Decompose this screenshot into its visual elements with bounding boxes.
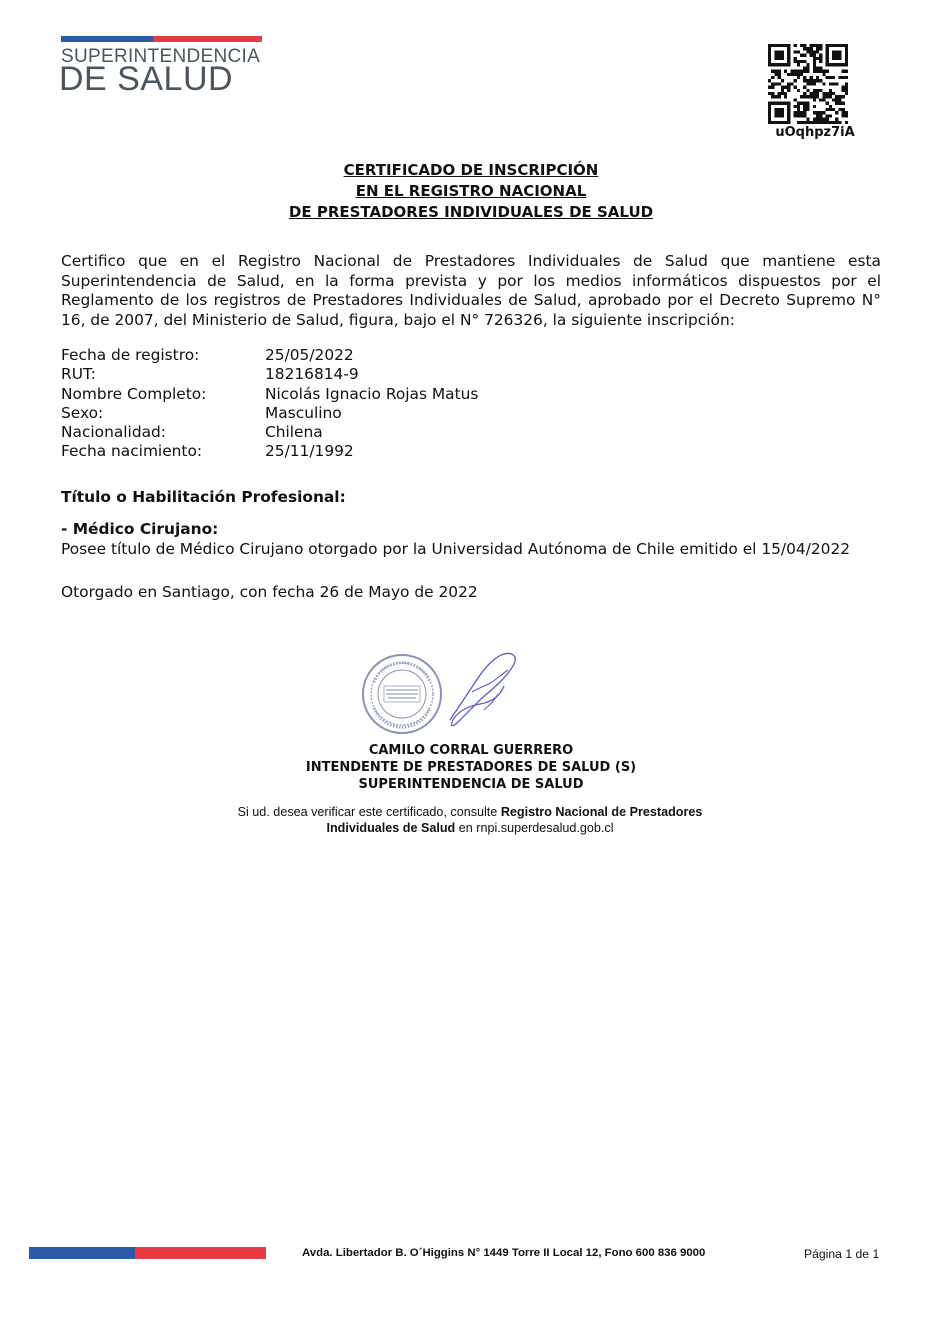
verification-note — [150, 804, 790, 836]
granted-statement: Otorgado en Santiago, con fecha 26 de Mayo de 2022 — [61, 583, 478, 601]
footer-address: Avda. Libertador B. O´Higgins N° 1449 Torre II Local 12, Fono 600 836 9000 — [302, 1247, 706, 1259]
field-row — [61, 404, 761, 423]
field-row — [61, 346, 761, 365]
qr-code-icon — [768, 44, 848, 124]
footer-blue-bar — [29, 1247, 135, 1259]
field-row — [61, 385, 761, 404]
field-label: Nombre Completo: — [61, 384, 207, 403]
registry-name-part-1: Registro Nacional de Prestadores — [500, 805, 703, 819]
logo-red-bar — [153, 36, 262, 42]
verify-url-text: en rnpi.superdesalud.gob.cl — [455, 821, 614, 835]
degree-description: Posee título de Médico Cirujano otorgado por la Universidad Autónoma de Chile emitido el 15/04/2022 — [61, 540, 851, 558]
registration-fields — [61, 346, 761, 462]
field-label: Fecha nacimiento: — [61, 442, 203, 461]
degree-title: - Médico Cirujano: — [61, 520, 219, 538]
logo-line-2: DE SALUD — [59, 60, 234, 98]
field-row — [61, 442, 761, 461]
page-number: Página 1 de 1 — [804, 1247, 880, 1261]
professional-title-heading: Título o Habilitación Profesional: — [61, 488, 346, 506]
field-label: Fecha de registro: — [61, 346, 200, 364]
field-value: 25/11/1992 — [265, 442, 354, 461]
field-row — [61, 365, 761, 384]
field-label: Sexo: — [61, 403, 104, 422]
field-value: Masculino — [265, 403, 342, 422]
signer-block — [0, 742, 936, 793]
field-value: 25/05/2022 — [265, 346, 354, 364]
signer-name: CAMILO CORRAL GUERRERO — [368, 743, 574, 758]
registry-name-part-2: Individuales de Salud — [326, 821, 456, 835]
qr-verification-code: uOqhpz7iA — [775, 125, 855, 140]
logo-blue-bar — [61, 36, 153, 42]
title-line-3: DE PRESTADORES INDIVIDUALES DE SALUD — [288, 203, 654, 221]
footer-red-bar — [135, 1247, 266, 1259]
field-value: Chilena — [265, 423, 323, 442]
certification-paragraph: Certifico que en el Registro Nacional de Prestadores Individuales de Salud que mantiene esta Superintendencia de Salud, en la forma prevista y por los medios informáticos dispuestos por el Reglamento de los registros de Prestadores Individuales de Salud, aprobado por el Decreto Supremo N° 16, de 2007, del Ministerio de Salud, figura, bajo el N° 726326, la siguiente inscripción: — [61, 252, 881, 329]
handwritten-signature-icon — [438, 648, 528, 738]
certificate-title — [0, 160, 936, 223]
superintendencia-logo — [59, 36, 266, 98]
title-line-1: CERTIFICADO DE INSCRIPCIÓN — [343, 161, 599, 179]
field-value: 18216814-9 — [265, 365, 359, 384]
field-label: RUT: — [61, 365, 96, 384]
official-seal-icon — [360, 652, 444, 736]
verify-text: Si ud. desea verificar este certificado, consulte — [237, 805, 501, 819]
title-line-2: EN EL REGISTRO NACIONAL — [355, 182, 587, 200]
logo-line-1: SUPERINTENDENCIA — [61, 46, 261, 67]
field-label: Nacionalidad: — [61, 423, 166, 442]
signer-position: INTENDENTE DE PRESTADORES DE SALUD (S) — [305, 760, 637, 775]
field-value: Nicolás Ignacio Rojas Matus — [265, 384, 479, 403]
footer-color-bar — [29, 1247, 266, 1259]
signer-office: SUPERINTENDENCIA DE SALUD — [358, 777, 584, 792]
field-row — [61, 423, 761, 442]
